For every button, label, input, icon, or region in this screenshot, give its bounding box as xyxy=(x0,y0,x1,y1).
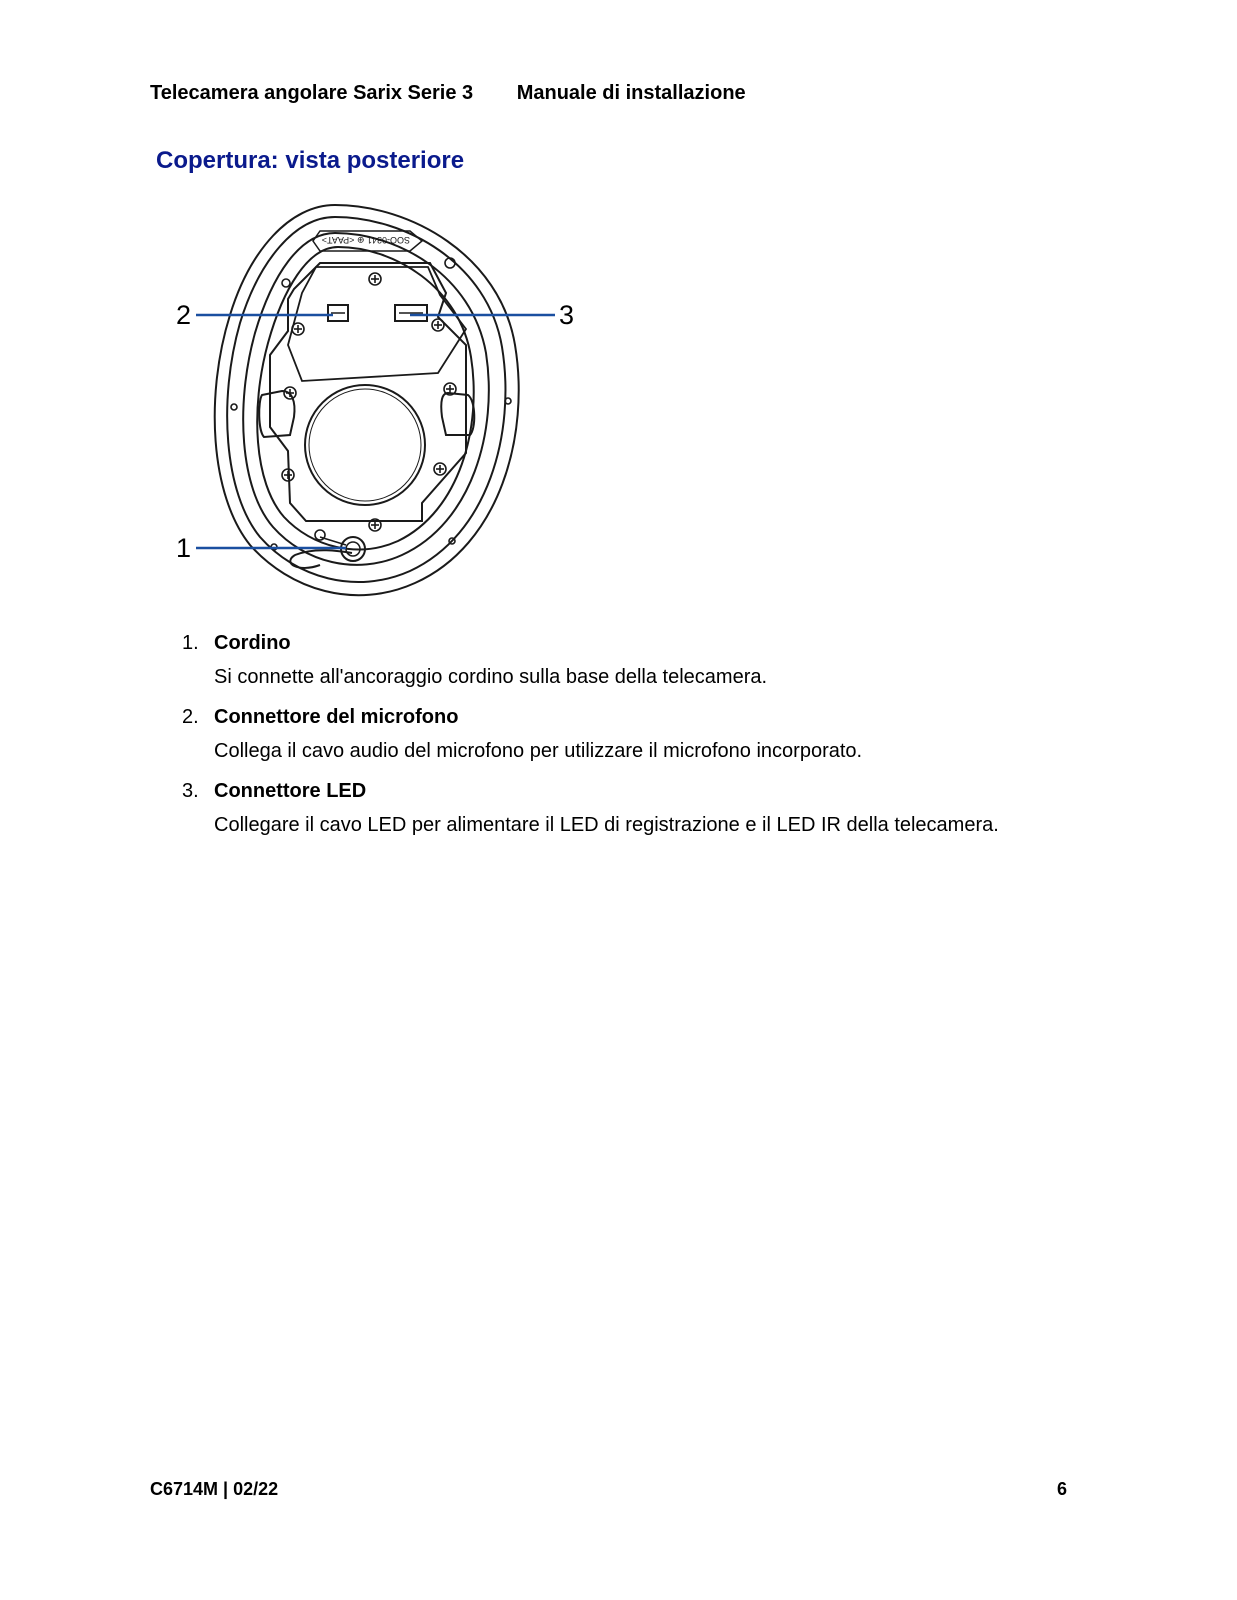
header-document-type: Manuale di installazione xyxy=(516,82,746,104)
item-number: 1. xyxy=(182,631,199,654)
list-item xyxy=(182,630,1082,690)
housing-rim xyxy=(227,217,505,582)
page-header xyxy=(150,82,746,105)
central-opening-inner xyxy=(309,389,421,501)
item-description: Collega il cavo audio del microfono per utilizzare il microfono incorporato. xyxy=(214,740,863,762)
callout-1-label: 1 xyxy=(176,533,192,563)
svg-text:SOO-0341 ⊕ <PAAT>: SOO-0341 ⊕ <PAAT> xyxy=(321,235,410,245)
cover-rear-view-drawing xyxy=(170,195,590,605)
footer-page-number: 6 xyxy=(1057,1479,1068,1499)
left-tab xyxy=(259,391,294,437)
list-item xyxy=(182,704,1082,764)
item-title: Connettore LED xyxy=(214,779,367,802)
item-description: Si connette all'ancoraggio cordino sulla base della telecamera. xyxy=(214,666,768,688)
item-title: Connettore del microfono xyxy=(214,705,459,728)
cover-rear-view-figure xyxy=(170,195,590,605)
item-number: 3. xyxy=(182,779,199,802)
item-description: Collegare il cavo LED per alimentare il LED di registrazione e il LED IR della telecamera. xyxy=(214,814,999,836)
header-product-name: Telecamera angolare Sarix Serie 3 xyxy=(150,82,474,104)
housing-inner-ring xyxy=(243,233,489,565)
item-number: 2. xyxy=(182,705,199,728)
right-tab xyxy=(441,393,474,435)
item-title: Cordino xyxy=(214,631,291,654)
component-list xyxy=(182,630,1082,852)
central-opening-outer xyxy=(305,385,425,505)
section-title: Copertura: vista posteriore xyxy=(156,147,465,174)
callout-2-label: 2 xyxy=(176,300,192,330)
footer-document-code: C6714M | 02/22 xyxy=(150,1479,279,1499)
callout-3-label: 3 xyxy=(559,300,575,330)
list-item xyxy=(182,778,1082,838)
